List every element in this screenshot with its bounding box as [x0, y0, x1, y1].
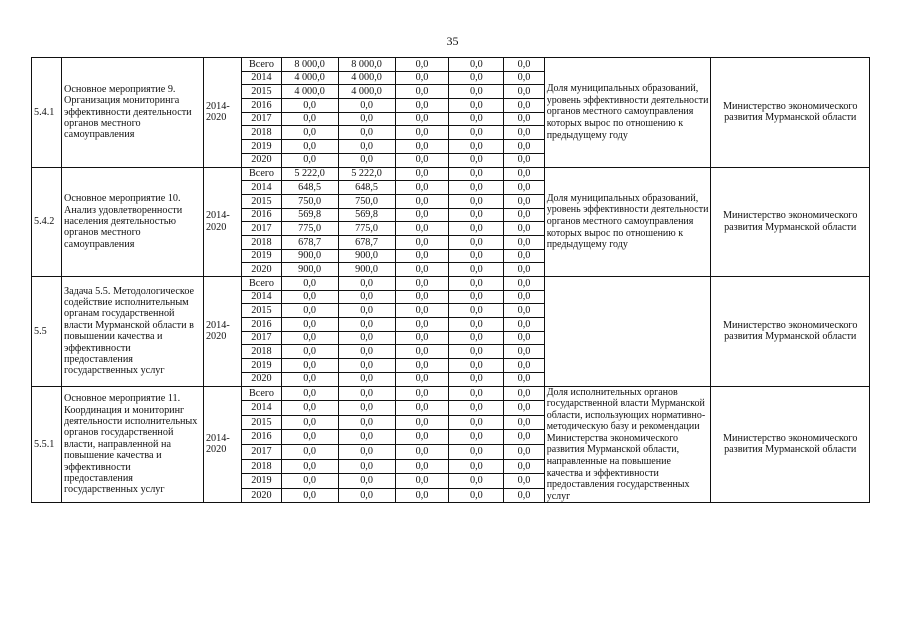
federal-budget-cell: 0,0 [395, 488, 449, 503]
other-sources-cell: 0,0 [504, 222, 544, 236]
year-cell: 2017 [242, 222, 281, 236]
total-cell: 775,0 [281, 222, 338, 236]
item-code: 5.4.1 [32, 58, 62, 168]
federal-budget-cell: 0,0 [395, 401, 449, 416]
regional-budget-cell: 0,0 [338, 277, 395, 291]
regional-budget-cell: 0,0 [338, 415, 395, 430]
local-budget-cell: 0,0 [449, 415, 504, 430]
local-budget-cell: 0,0 [449, 331, 504, 345]
year-cell: 2015 [242, 415, 281, 430]
local-budget-cell: 0,0 [449, 208, 504, 222]
regional-budget-cell: 0,0 [338, 401, 395, 416]
total-cell: 678,7 [281, 235, 338, 249]
regional-budget-cell: 775,0 [338, 222, 395, 236]
federal-budget-cell: 0,0 [395, 71, 449, 85]
year-cell: 2017 [242, 331, 281, 345]
total-cell: 0,0 [281, 126, 338, 140]
regional-budget-cell: 0,0 [338, 153, 395, 167]
regional-budget-cell: 0,0 [338, 318, 395, 332]
total-cell: 648,5 [281, 181, 338, 195]
regional-budget-cell: 0,0 [338, 331, 395, 345]
item-name: Основное мероприятие 11. Координация и мониторинг деятельности исполнительных органов государственной власти, направленной на повышение качества и эффективности предоставления государственных услуг [62, 386, 204, 503]
other-sources-cell: 0,0 [504, 474, 544, 489]
regional-budget-cell: 0,0 [338, 459, 395, 474]
total-cell: 900,0 [281, 249, 338, 263]
local-budget-cell: 0,0 [449, 99, 504, 113]
regional-budget-cell: 900,0 [338, 263, 395, 277]
federal-budget-cell: 0,0 [395, 304, 449, 318]
other-sources-cell: 0,0 [504, 85, 544, 99]
local-budget-cell: 0,0 [449, 345, 504, 359]
federal-budget-cell: 0,0 [395, 372, 449, 386]
other-sources-cell: 0,0 [504, 459, 544, 474]
item-name: Основное мероприятие 10. Анализ удовлетворенности населения деятельностью органов местного самоуправления [62, 167, 204, 277]
year-cell: 2014 [242, 401, 281, 416]
local-budget-cell: 0,0 [449, 222, 504, 236]
regional-budget-cell: 648,5 [338, 181, 395, 195]
local-budget-cell: 0,0 [449, 372, 504, 386]
total-cell: 0,0 [281, 99, 338, 113]
regional-budget-cell: 0,0 [338, 474, 395, 489]
year-cell: 2014 [242, 181, 281, 195]
table-row [32, 167, 870, 181]
other-sources-cell: 0,0 [504, 112, 544, 126]
item-result-indicator: Доля муниципальных образований, уровень эффективности деятельности органов местного самоуправления которых вырос по отношению к предыдущему году [544, 58, 711, 168]
total-cell: 0,0 [281, 318, 338, 332]
year-cell: Всего [242, 58, 281, 72]
other-sources-cell: 0,0 [504, 71, 544, 85]
year-cell: 2019 [242, 359, 281, 373]
local-budget-cell: 0,0 [449, 277, 504, 291]
federal-budget-cell: 0,0 [395, 249, 449, 263]
total-cell: 0,0 [281, 112, 338, 126]
federal-budget-cell: 0,0 [395, 222, 449, 236]
local-budget-cell: 0,0 [449, 194, 504, 208]
other-sources-cell: 0,0 [504, 167, 544, 181]
federal-budget-cell: 0,0 [395, 235, 449, 249]
year-cell: 2019 [242, 249, 281, 263]
regional-budget-cell: 678,7 [338, 235, 395, 249]
local-budget-cell: 0,0 [449, 181, 504, 195]
total-cell: 0,0 [281, 488, 338, 503]
item-executor: Министерство экономического развития Мурманской области [711, 277, 870, 387]
local-budget-cell: 0,0 [449, 401, 504, 416]
other-sources-cell: 0,0 [504, 488, 544, 503]
local-budget-cell: 0,0 [449, 126, 504, 140]
other-sources-cell: 0,0 [504, 318, 544, 332]
regional-budget-cell: 4 000,0 [338, 71, 395, 85]
regional-budget-cell: 0,0 [338, 359, 395, 373]
regional-budget-cell: 8 000,0 [338, 58, 395, 72]
local-budget-cell: 0,0 [449, 386, 504, 401]
item-result-indicator: Доля исполнительных органов государственной власти Мурманской области, использующих нормативно-методическую базу и рекомендации Министерства экономического развития Мурманской области, направленные на повышение качества и эффективности предоставления государственных услуг [544, 386, 711, 503]
program-table [31, 57, 870, 503]
local-budget-cell: 0,0 [449, 140, 504, 154]
regional-budget-cell: 0,0 [338, 372, 395, 386]
year-cell: 2017 [242, 444, 281, 459]
federal-budget-cell: 0,0 [395, 99, 449, 113]
local-budget-cell: 0,0 [449, 249, 504, 263]
federal-budget-cell: 0,0 [395, 277, 449, 291]
other-sources-cell: 0,0 [504, 444, 544, 459]
year-cell: 2019 [242, 474, 281, 489]
local-budget-cell: 0,0 [449, 58, 504, 72]
regional-budget-cell: 900,0 [338, 249, 395, 263]
page-number: 35 [446, 34, 459, 48]
item-code: 5.5.1 [32, 386, 62, 503]
total-cell: 0,0 [281, 140, 338, 154]
year-cell: 2020 [242, 153, 281, 167]
federal-budget-cell: 0,0 [395, 474, 449, 489]
federal-budget-cell: 0,0 [395, 359, 449, 373]
year-cell: 2014 [242, 290, 281, 304]
regional-budget-cell: 0,0 [338, 304, 395, 318]
item-code: 5.4.2 [32, 167, 62, 277]
total-cell: 0,0 [281, 430, 338, 445]
regional-budget-cell: 0,0 [338, 488, 395, 503]
total-cell: 0,0 [281, 290, 338, 304]
other-sources-cell: 0,0 [504, 235, 544, 249]
year-cell: 2016 [242, 318, 281, 332]
federal-budget-cell: 0,0 [395, 58, 449, 72]
federal-budget-cell: 0,0 [395, 430, 449, 445]
local-budget-cell: 0,0 [449, 153, 504, 167]
year-cell: 2018 [242, 345, 281, 359]
other-sources-cell: 0,0 [504, 415, 544, 430]
total-cell: 0,0 [281, 459, 338, 474]
federal-budget-cell: 0,0 [395, 444, 449, 459]
total-cell: 0,0 [281, 415, 338, 430]
federal-budget-cell: 0,0 [395, 318, 449, 332]
federal-budget-cell: 0,0 [395, 459, 449, 474]
total-cell: 0,0 [281, 277, 338, 291]
federal-budget-cell: 0,0 [395, 153, 449, 167]
federal-budget-cell: 0,0 [395, 386, 449, 401]
other-sources-cell: 0,0 [504, 208, 544, 222]
other-sources-cell: 0,0 [504, 140, 544, 154]
year-cell: 2014 [242, 71, 281, 85]
item-period: 2014-2020 [203, 277, 241, 387]
federal-budget-cell: 0,0 [395, 263, 449, 277]
year-cell: 2020 [242, 372, 281, 386]
other-sources-cell: 0,0 [504, 290, 544, 304]
year-cell: 2018 [242, 235, 281, 249]
total-cell: 0,0 [281, 386, 338, 401]
regional-budget-cell: 750,0 [338, 194, 395, 208]
regional-budget-cell: 0,0 [338, 386, 395, 401]
federal-budget-cell: 0,0 [395, 194, 449, 208]
item-result-indicator [544, 277, 711, 387]
federal-budget-cell: 0,0 [395, 290, 449, 304]
total-cell: 4 000,0 [281, 85, 338, 99]
table-body [32, 58, 870, 503]
year-cell: 2015 [242, 85, 281, 99]
total-cell: 0,0 [281, 304, 338, 318]
year-cell: Всего [242, 386, 281, 401]
item-result-indicator: Доля муниципальных образований, уровень эффективности деятельности органов местного самоуправления которых вырос по отношению к предыдущему году [544, 167, 711, 277]
other-sources-cell: 0,0 [504, 401, 544, 416]
local-budget-cell: 0,0 [449, 290, 504, 304]
local-budget-cell: 0,0 [449, 459, 504, 474]
year-cell: 2018 [242, 459, 281, 474]
regional-budget-cell: 0,0 [338, 99, 395, 113]
regional-budget-cell: 0,0 [338, 444, 395, 459]
item-name: Основное мероприятие 9. Организация мониторинга эффективности деятельности органов местного самоуправления [62, 58, 204, 168]
federal-budget-cell: 0,0 [395, 126, 449, 140]
federal-budget-cell: 0,0 [395, 415, 449, 430]
other-sources-cell: 0,0 [504, 58, 544, 72]
other-sources-cell: 0,0 [504, 386, 544, 401]
item-period: 2014-2020 [203, 386, 241, 503]
regional-budget-cell: 0,0 [338, 140, 395, 154]
regional-budget-cell: 0,0 [338, 112, 395, 126]
total-cell: 5 222,0 [281, 167, 338, 181]
year-cell: 2015 [242, 304, 281, 318]
regional-budget-cell: 0,0 [338, 126, 395, 140]
federal-budget-cell: 0,0 [395, 85, 449, 99]
other-sources-cell: 0,0 [504, 345, 544, 359]
year-cell: Всего [242, 167, 281, 181]
federal-budget-cell: 0,0 [395, 140, 449, 154]
local-budget-cell: 0,0 [449, 167, 504, 181]
other-sources-cell: 0,0 [504, 372, 544, 386]
federal-budget-cell: 0,0 [395, 167, 449, 181]
table-row [32, 58, 870, 72]
total-cell: 569,8 [281, 208, 338, 222]
federal-budget-cell: 0,0 [395, 345, 449, 359]
local-budget-cell: 0,0 [449, 112, 504, 126]
total-cell: 750,0 [281, 194, 338, 208]
other-sources-cell: 0,0 [504, 304, 544, 318]
regional-budget-cell: 5 222,0 [338, 167, 395, 181]
total-cell: 0,0 [281, 153, 338, 167]
other-sources-cell: 0,0 [504, 359, 544, 373]
regional-budget-cell: 4 000,0 [338, 85, 395, 99]
local-budget-cell: 0,0 [449, 85, 504, 99]
item-executor: Министерство экономического развития Мурманской области [711, 58, 870, 168]
item-executor: Министерство экономического развития Мурманской области [711, 167, 870, 277]
year-cell: 2016 [242, 208, 281, 222]
other-sources-cell: 0,0 [504, 277, 544, 291]
local-budget-cell: 0,0 [449, 444, 504, 459]
local-budget-cell: 0,0 [449, 263, 504, 277]
federal-budget-cell: 0,0 [395, 181, 449, 195]
local-budget-cell: 0,0 [449, 71, 504, 85]
total-cell: 0,0 [281, 345, 338, 359]
table-row [32, 277, 870, 291]
item-name: Задача 5.5. Методологическое содействие исполнительным органам государственной власти Мурманской области в повышении качества и эффективности предоставления государственных услуг [62, 277, 204, 387]
local-budget-cell: 0,0 [449, 474, 504, 489]
total-cell: 0,0 [281, 331, 338, 345]
item-executor: Министерство экономического развития Мурманской области [711, 386, 870, 503]
local-budget-cell: 0,0 [449, 235, 504, 249]
other-sources-cell: 0,0 [504, 194, 544, 208]
other-sources-cell: 0,0 [504, 99, 544, 113]
year-cell: 2020 [242, 263, 281, 277]
item-period: 2014-2020 [203, 167, 241, 277]
other-sources-cell: 0,0 [504, 153, 544, 167]
total-cell: 0,0 [281, 372, 338, 386]
total-cell: 0,0 [281, 444, 338, 459]
year-cell: Всего [242, 277, 281, 291]
local-budget-cell: 0,0 [449, 359, 504, 373]
year-cell: 2015 [242, 194, 281, 208]
federal-budget-cell: 0,0 [395, 331, 449, 345]
total-cell: 0,0 [281, 474, 338, 489]
other-sources-cell: 0,0 [504, 430, 544, 445]
year-cell: 2017 [242, 112, 281, 126]
table-row [32, 386, 870, 401]
year-cell: 2018 [242, 126, 281, 140]
other-sources-cell: 0,0 [504, 181, 544, 195]
regional-budget-cell: 0,0 [338, 345, 395, 359]
total-cell: 4 000,0 [281, 71, 338, 85]
other-sources-cell: 0,0 [504, 331, 544, 345]
local-budget-cell: 0,0 [449, 430, 504, 445]
year-cell: 2016 [242, 430, 281, 445]
total-cell: 0,0 [281, 359, 338, 373]
local-budget-cell: 0,0 [449, 318, 504, 332]
regional-budget-cell: 0,0 [338, 290, 395, 304]
total-cell: 900,0 [281, 263, 338, 277]
federal-budget-cell: 0,0 [395, 112, 449, 126]
item-period: 2014-2020 [203, 58, 241, 168]
item-code: 5.5 [32, 277, 62, 387]
total-cell: 8 000,0 [281, 58, 338, 72]
local-budget-cell: 0,0 [449, 304, 504, 318]
regional-budget-cell: 569,8 [338, 208, 395, 222]
year-cell: 2016 [242, 99, 281, 113]
other-sources-cell: 0,0 [504, 249, 544, 263]
other-sources-cell: 0,0 [504, 263, 544, 277]
local-budget-cell: 0,0 [449, 488, 504, 503]
total-cell: 0,0 [281, 401, 338, 416]
other-sources-cell: 0,0 [504, 126, 544, 140]
regional-budget-cell: 0,0 [338, 430, 395, 445]
year-cell: 2019 [242, 140, 281, 154]
federal-budget-cell: 0,0 [395, 208, 449, 222]
year-cell: 2020 [242, 488, 281, 503]
